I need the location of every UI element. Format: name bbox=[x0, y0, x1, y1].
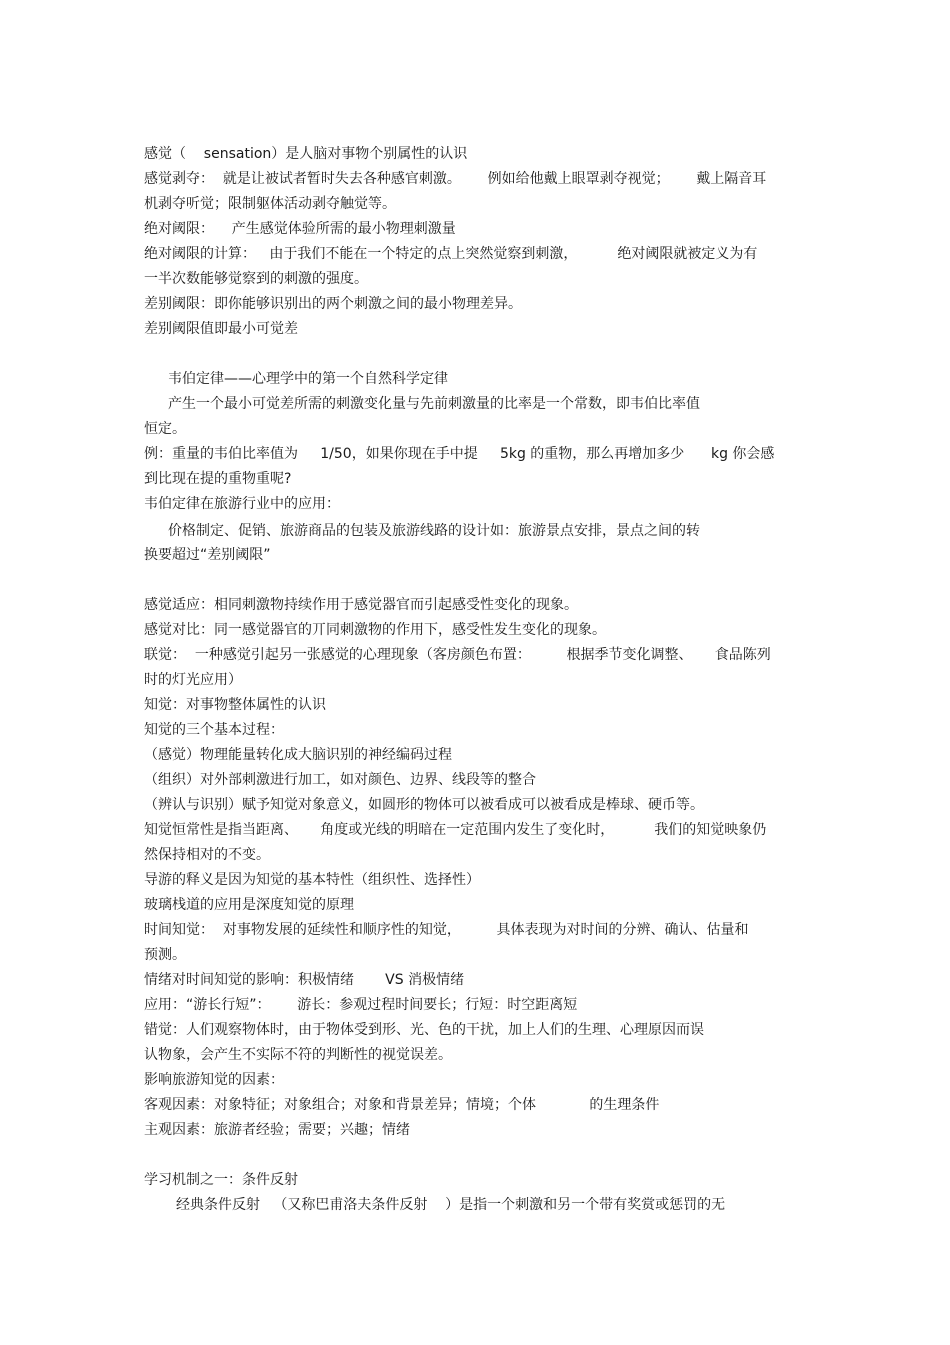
text-line: （组织）对外部刺激进行加工，如对颜色、边界、线段等的整合 bbox=[144, 772, 536, 788]
text-line: 恒定。 bbox=[144, 421, 186, 437]
text-line: 价格制定、促销、旅游商品的包装及旅游线路的设计如：旅游景点安排，景点之间的转 bbox=[168, 523, 700, 539]
text-line: 韦伯定律在旅游行业中的应用： bbox=[144, 496, 340, 512]
text-line: 主观因素：旅游者经验；需要；兴趣；情绪 bbox=[144, 1122, 410, 1138]
text-line: （感觉）物理能量转化成大脑识别的神经编码过程 bbox=[144, 747, 452, 763]
text-line: 客观因素：对象特征；对象组合；对象和背景差异；情境；个体 的生理条件 bbox=[144, 1097, 660, 1113]
text-line: 错觉：人们观察物体时，由于物体受到形、光、色的干扰，加上人们的生理、心理原因而误 bbox=[144, 1022, 704, 1038]
text-line: 感觉（ sensation）是人脑对事物个别属性的认识 bbox=[144, 146, 468, 162]
text-line: 时的灯光应用） bbox=[144, 672, 242, 688]
text-line: （辨认与识别）赋予知觉对象意义，如圆形的物体可以被看成可以被看成是棒球、硬币等。 bbox=[144, 797, 704, 813]
text-line: 知觉的三个基本过程： bbox=[144, 722, 284, 738]
text-line: 预测。 bbox=[144, 947, 186, 963]
text-line: 产生一个最小可觉差所需的刺激变化量与先前刺激量的比率是一个常数，即韦伯比率值 bbox=[168, 396, 700, 412]
text-line: 经典条件反射 （又称巴甫洛夫条件反射 ）是指一个刺激和另一个带有奖赏或惩罚的无 bbox=[176, 1197, 726, 1213]
text-line: 机剥夺听觉；限制躯体活动剥夺触觉等。 bbox=[144, 196, 396, 212]
text-line: 应用：“游长行短”： 游长：参观过程时间要长；行短：时空距离短 bbox=[144, 997, 578, 1013]
text-line: 绝对阈限： 产生感觉体验所需的最小物理刺激量 bbox=[144, 221, 456, 237]
text-line: 感觉对比：同一感觉器官的丌同刺激物的作用下，感受性发生变化的现象。 bbox=[144, 622, 606, 638]
text-line: 时间知觉： 对事物发展的延续性和顺序性的知觉， 具体表现为对时间的分辨、确认、估量和 bbox=[144, 922, 749, 938]
text-line: 一半次数能够觉察到的刺激的强度。 bbox=[144, 271, 368, 287]
text-line: 感觉剥夺： 就是让被试者暂时失去各种感官刺激。 例如给他戴上眼罩剥夺视觉； 戴上隔音耳 bbox=[144, 171, 767, 187]
text-line: 差别阈限：即你能够识别出的两个刺激之间的最小物理差异。 bbox=[144, 296, 522, 312]
text-line: 玻璃栈道的应用是深度知觉的原理 bbox=[144, 897, 354, 913]
text-line: 换要超过“差别阈限” bbox=[144, 547, 271, 563]
section-heading: 学习机制之一：条件反射 bbox=[144, 1172, 298, 1188]
section-heading: 韦伯定律——心理学中的第一个自然科学定律 bbox=[168, 371, 448, 387]
text-line: 感觉适应：相同刺激物持续作用于感觉器官而引起感受性变化的现象。 bbox=[144, 597, 578, 613]
text-line: 差别阈限值即最小可觉差 bbox=[144, 321, 298, 337]
text-line: 导游的释义是因为知觉的基本特性（组织性、选择性） bbox=[144, 872, 480, 888]
text-line: 然保持相对的不变。 bbox=[144, 847, 270, 863]
text-line: 到比现在提的重物重呢? bbox=[144, 471, 292, 487]
text-line: 情绪对时间知觉的影响：积极情绪 VS 消极情绪 bbox=[144, 972, 465, 988]
text-line: 绝对阈限的计算： 由于我们不能在一个特定的点上突然觉察到刺激， 绝对阈限就被定义为有 bbox=[144, 246, 758, 262]
text-line: 影响旅游知觉的因素： bbox=[144, 1072, 284, 1088]
text-line: 例：重量的韦伯比率值为 1/50，如果你现在手中提 5kg 的重物，那么再增加多少 kg 你会感 bbox=[144, 446, 775, 462]
text-line: 知觉恒常性是指当距离、 角度或光线的明暗在一定范围内发生了变化时， 我们的知觉映象仍 bbox=[144, 822, 767, 838]
text-line: 认物象，会产生不实际不符的判断性的视觉误差。 bbox=[144, 1047, 452, 1063]
text-line: 联觉： 一种感觉引起另一张感觉的心理现象（客房颜色布置： 根据季节变化调整、 食品陈列 bbox=[144, 647, 771, 663]
text-line: 知觉：对事物整体属性的认识 bbox=[144, 697, 326, 713]
